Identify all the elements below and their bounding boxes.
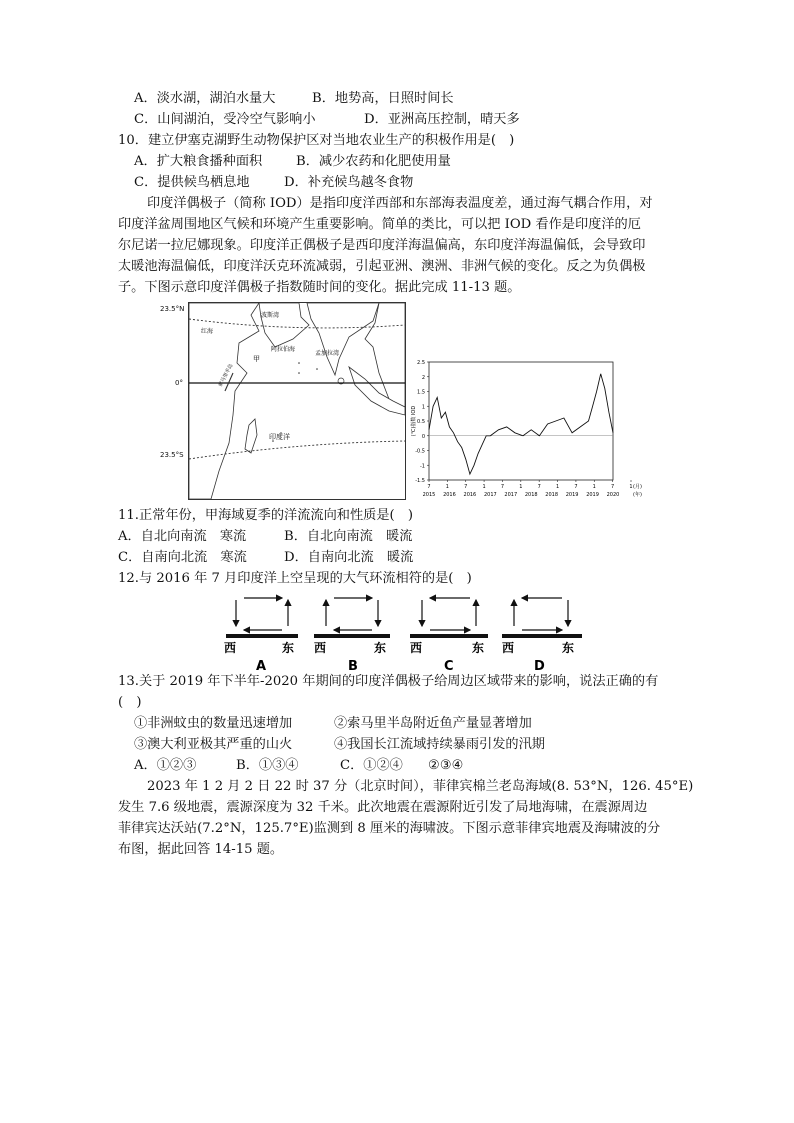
map-dot: [316, 368, 318, 370]
x-tick-year: 2016: [443, 492, 456, 498]
q9-option-d: D．亚洲高压控制，晴天多: [364, 112, 520, 127]
x-unit-label: (月): [633, 484, 642, 490]
east-label: 东: [562, 641, 575, 655]
q11-option-d: D．自南向北流 暖流: [284, 550, 414, 565]
iod-intro-line: 印度洋偶极子（简称 IOD）是指印度洋西部和东部海表温度差，通过海气耦合作用，对: [147, 196, 653, 211]
q13-choice-d: ②③④: [428, 758, 464, 773]
iod-intro-line: 子。下图示意印度洋偶极子指数随时间的变化。据此完成 11-13 题。: [118, 280, 521, 295]
map-svg: [189, 303, 405, 499]
y-tick-label: 1.5: [417, 389, 425, 396]
indian-ocean-label: 印度洋: [269, 433, 290, 441]
q13-choice-a: A．①②③: [134, 758, 197, 773]
q10-option-d: D．补充候鸟越冬食物: [284, 175, 414, 190]
diagram-b-label: B: [348, 659, 358, 672]
x-tick-year: 2020: [606, 492, 620, 498]
iod-intro-line: 尔尼诺一拉尼娜现象。印度洋正偶极子是西印度洋海温偏高，东印度洋海温偏低，会导致印: [118, 238, 646, 253]
somali-label: 索马里半岛: [217, 363, 235, 388]
point-jia-label: 甲: [253, 355, 260, 363]
y-tick-label: 0.5: [417, 419, 425, 425]
q9-option-a: A．淡水湖，湖泊水量大: [134, 91, 276, 106]
q10-option-c: C．提供候鸟栖息地: [134, 175, 250, 190]
iod-chart-svg: [407, 352, 643, 504]
west-label: 西: [410, 641, 423, 655]
map-dot: [298, 372, 300, 374]
y-tick-label: 2.5: [417, 360, 425, 366]
x-tick-year: 2018: [524, 492, 538, 498]
x-tick-month: 1: [519, 484, 523, 490]
y-tick-label: 1: [421, 404, 425, 411]
q13-paren: ( ): [118, 695, 142, 710]
chart-frame: [429, 362, 613, 480]
arabian-sea-label: 阿拉伯海: [271, 346, 296, 353]
q13-choice-b: B．①③④: [236, 758, 299, 773]
x-tick-year: 2017: [483, 492, 497, 498]
east-label: 东: [472, 641, 485, 655]
x-tick-month: 7: [611, 484, 615, 490]
x-tick-month: 7: [427, 484, 431, 490]
east-label: 东: [374, 641, 387, 655]
x-tick-year: 2017: [504, 492, 518, 498]
iod-series-line: [429, 374, 613, 474]
east-label: 东: [282, 641, 295, 655]
lat-south-label: 23.5°S: [160, 451, 184, 459]
x-tick-month: 7: [574, 484, 578, 490]
q13-stem: 13.关于 2019 年下半年-2020 年期间的印度洋偶极子给周边区域带来的影响，说法正确的有: [118, 674, 659, 689]
west-label: 西: [314, 641, 327, 655]
quake-intro-line: 布图，据此回答 14-15 题。: [118, 842, 284, 857]
q13-option-1: ①非洲蚊虫的数量迅速增加: [134, 716, 293, 731]
year-unit-label: (年): [633, 492, 642, 498]
y-tick-label: -1.5: [415, 478, 425, 484]
q12-stem: 12.与 2016 年 7 月印度洋上空呈现的大气环流相符的是( ): [118, 571, 472, 586]
quake-intro-line: 菲律宾达沃站(7.2°N，125.7°E)监测到 8 厘米的海啸波。下图示意菲律宾地震及海啸波的分: [118, 821, 661, 836]
q11-option-c: C．自南向北流 寒流: [118, 550, 247, 565]
q9-option-b: B．地势高，日照时间长: [312, 91, 454, 106]
map-dot: [298, 362, 300, 364]
q13-choice-c: C．①②④: [340, 758, 403, 773]
x-tick-month: 7: [500, 484, 505, 490]
red-sea-label: 红海: [201, 328, 214, 335]
x-tick-year: 2019: [586, 492, 599, 498]
iod-chart: [407, 352, 643, 504]
q10-option-b: B．减少农药和化肥使用量: [296, 154, 451, 169]
madagascar-landmass: [245, 419, 257, 453]
y-tick-label: -0.5: [415, 448, 425, 455]
africa-landmass: [189, 303, 259, 499]
diagram-a: [226, 598, 298, 638]
q11-option-b: B．自北向南流 暖流: [284, 529, 413, 544]
arabia-landmass: [259, 303, 309, 347]
x-tick-year: 2019: [565, 492, 579, 498]
q11-stem: 11.正常年份，甲海域夏季的洋流流向和性质是( ): [118, 508, 414, 523]
x-tick-year: 2016: [463, 492, 477, 498]
x-tick-month: 1: [592, 484, 596, 490]
indian-ocean-map: [188, 302, 406, 500]
quake-intro-line: 2023 年 1 2 月 2 日 22 时 37 分（北京时间），菲律宾棉兰老岛海域(8. 53°N，126. 45°E): [147, 779, 694, 794]
y-tick-label: 2: [421, 374, 425, 381]
y-tick-label: 0: [421, 433, 425, 440]
x-tick-month: 1: [555, 484, 560, 490]
diagram-a-label: A: [256, 659, 267, 672]
diagram-b: [314, 598, 390, 638]
x-tick-month: 1: [482, 484, 486, 490]
bay-of-bengal-label: 孟加拉湾: [315, 350, 340, 357]
circulation-diagrams: [218, 590, 588, 672]
q10-option-a: A．扩大粮食播种面积: [134, 154, 263, 169]
x-tick-year: 2015: [422, 492, 436, 498]
lat-equator-label: 0°: [175, 379, 183, 387]
west-label: 西: [502, 641, 515, 655]
q10-stem: 10．建立伊塞克湖野生动物保护区对当地农业生产的积极作用是( ): [118, 133, 515, 148]
x-tick-month: 7: [537, 484, 541, 490]
x-tick-month: 1: [629, 484, 633, 490]
quake-intro-line: 发生 7.6 级地震，震源深度为 32 千米。此次地震在震源附近引发了局地海啸，在震源周边: [118, 800, 648, 815]
west-label: 西: [224, 641, 237, 655]
x-tick-year: 2018: [545, 492, 559, 498]
diagram-d-label: D: [534, 659, 545, 672]
y-tick-label: -1: [420, 463, 425, 470]
lat-north-label: 23.5°N: [160, 305, 185, 313]
diagram-c-label: C: [444, 659, 454, 672]
q9-option-c: C．山间湖泊，受冷空气影响小: [134, 112, 316, 127]
q13-option-3: ③澳大利亚极其严重的山火: [134, 737, 293, 752]
x-tick-month: 1: [445, 484, 449, 490]
diagram-c: [410, 598, 488, 638]
q11-option-a: A．自北向南流 寒流: [118, 529, 247, 544]
q13-option-2: ②索马里半岛附近鱼产量显著增加: [334, 716, 532, 731]
iod-intro-line: 印度洋盆周围地区气候和环境产生重要影响。简单的类比，可以把 IOD 看作是印度洋的厄: [118, 217, 641, 232]
y-axis-label: (℃)指数 IOD: [411, 405, 417, 437]
diagram-d: [502, 598, 582, 638]
q13-option-4: ④我国长江流域持续暴雨引发的汛期: [334, 737, 545, 752]
x-tick-month: 7: [464, 484, 468, 490]
iod-intro-line: 太暖池海温偏低，印度洋沃克环流减弱，引起亚洲、澳洲、非洲气候的变化。反之为负偶极: [118, 259, 646, 274]
persian-gulf-label: 波斯湾: [261, 312, 280, 319]
